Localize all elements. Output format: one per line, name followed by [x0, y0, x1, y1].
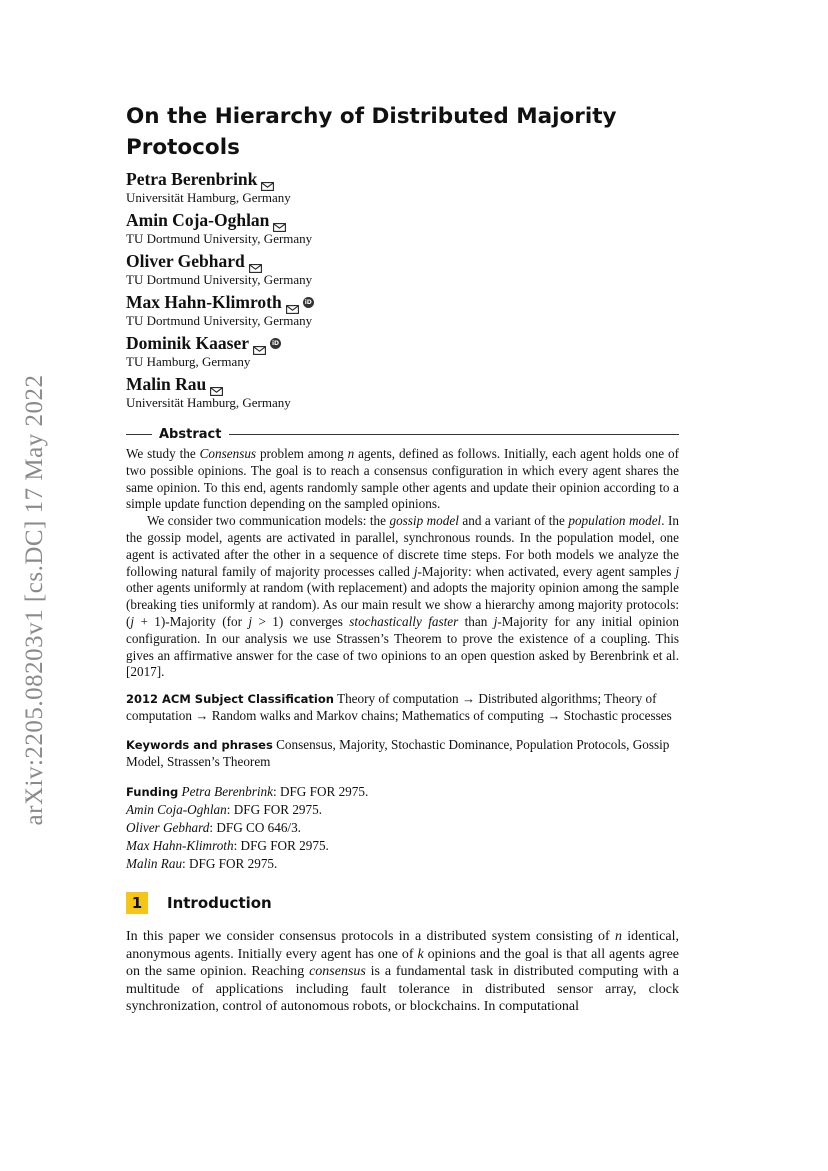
author-name: Petra Berenbrink — [126, 169, 258, 189]
funding-block — [126, 783, 368, 873]
author-block — [126, 374, 291, 411]
funding-grant: : DFG FOR 2975. — [226, 802, 323, 817]
funding-name: Amin Coja-Oghlan — [126, 802, 227, 817]
abstract-paragraph-2: We consider two communication models: the gossip model and a variant of the population model. In the gossip model, agents are activated in parallel, synchronous rounds. In the population model, one agent is activated after the other in a sequence of discrete time steps. For both models we analyze the following natural family of majority processes called j-Majority: when activated, every agent samples j other agents uniformly at random (with replacement) and adopts the majority opinion among the sample (breaking ties uniformly at random). As our main result we show a hierarchy among majority protocols: (j + 1)-Majority (for j > 1) converges stochastically faster than j-Majority for any initial opinion configuration. In our analysis we use Strassen’s Theorem to prove the existence of a coupling. This gives an affirmative answer for the case of two opinions to an open question asked by Berenbrink et al. [2017]. — [126, 513, 679, 680]
email-icon[interactable] — [273, 216, 286, 225]
author-name-row — [126, 251, 312, 271]
email-icon[interactable] — [249, 257, 262, 266]
introduction-body — [126, 928, 679, 1016]
section-number: 1 — [126, 892, 148, 914]
funding-label: Funding — [126, 785, 179, 799]
email-icon[interactable] — [253, 339, 266, 348]
author-name: Malin Rau — [126, 374, 207, 394]
funding-name: Malin Rau — [126, 856, 183, 871]
arxiv-stamp-text: arXiv:2205.08203v1 [cs.DC] 17 May 2022 — [21, 374, 48, 826]
abstract-rule-right — [229, 434, 679, 435]
section-title: Introduction — [167, 894, 272, 912]
keywords-text: Consensus, Majority, Stochastic Dominance, Population Protocols, Gossip Model, Strassen’s Theorem — [126, 737, 670, 769]
funding-name: Oliver Gebhard — [126, 820, 210, 835]
funding-name: Max Hahn-Klimroth — [126, 838, 234, 853]
author-affiliation: TU Dortmund University, Germany — [126, 313, 313, 328]
funding-grant: : DFG FOR 2975. — [182, 856, 278, 871]
author-name: Oliver Gebhard — [126, 251, 245, 271]
author-affiliation: Universität Hamburg, Germany — [126, 190, 291, 205]
author-name: Max Hahn-Klimroth — [126, 292, 282, 312]
abstract-body — [126, 446, 679, 681]
author-name-row — [126, 374, 291, 394]
keywords-label: Keywords and phrases — [126, 738, 273, 752]
abstract-label: Abstract — [159, 426, 222, 442]
acm-label: 2012 ACM Subject Classification — [126, 692, 334, 706]
orcid-icon[interactable]: iD — [304, 298, 312, 306]
funding-grant: : DFG FOR 2975. — [233, 838, 329, 853]
author-block — [126, 251, 312, 288]
author-name-row — [126, 333, 281, 353]
paper-title: On the Hierarchy of Distributed Majority Protocols — [126, 104, 617, 160]
author-name: Amin Coja-Oghlan — [126, 210, 270, 230]
funding-name: Petra Berenbrink — [181, 784, 273, 799]
abstract-heading — [126, 424, 679, 444]
keywords — [126, 737, 679, 771]
email-icon[interactable] — [261, 175, 274, 184]
author-affiliation: TU Dortmund University, Germany — [126, 231, 313, 246]
author-block — [126, 333, 281, 370]
author-name: Dominik Kaaser — [126, 333, 249, 353]
author-block — [126, 210, 312, 247]
abstract-paragraph-1: We study the Consensus problem among n agents, defined as follows. Initially, each agent holds one of two possible opinions. The goal is to reach a consensus configuration in which every agent shares the same opinion. To this end, agents randomly sample other agents and update their opinion according to a simple update function depending on the sampled opinions. — [126, 446, 679, 512]
section-heading — [126, 892, 272, 914]
author-name-row — [126, 210, 312, 230]
acm-text: Theory of computation → Distributed algorithms; Theory of computation → Random walks and Markov chains; Mathematics of computing → Stochastic processes — [126, 691, 672, 723]
author-name-row — [126, 169, 291, 189]
funding-grant: : DFG FOR 2975. — [272, 784, 369, 799]
author-block — [126, 169, 291, 206]
funding-grant: : DFG CO 646/3. — [209, 820, 301, 835]
author-affiliation: TU Hamburg, Germany — [126, 354, 251, 369]
author-affiliation: Universität Hamburg, Germany — [126, 395, 291, 410]
email-icon[interactable] — [286, 298, 299, 307]
author-affiliation: TU Dortmund University, Germany — [126, 272, 313, 287]
acm-classification — [126, 691, 679, 725]
email-icon[interactable] — [210, 380, 223, 389]
orcid-icon[interactable]: iD — [271, 339, 280, 347]
abstract-rule-left — [126, 434, 152, 435]
introduction-paragraph: In this paper we consider consensus protocols in a distributed system consisting of n identical, anonymous agents. Initially every agent has one of k opinions and the goal is that all agents agree on the same opinion. Reaching consensus is a fundamental task in distributed computing with a multitude of applications including fault tolerance in distributed sensor array, clock synchronization, control of autonomous robots, or blockchains. In computational — [126, 929, 679, 1014]
arxiv-stamp — [10, 350, 60, 850]
author-block — [126, 292, 314, 329]
author-name-row — [126, 292, 314, 312]
